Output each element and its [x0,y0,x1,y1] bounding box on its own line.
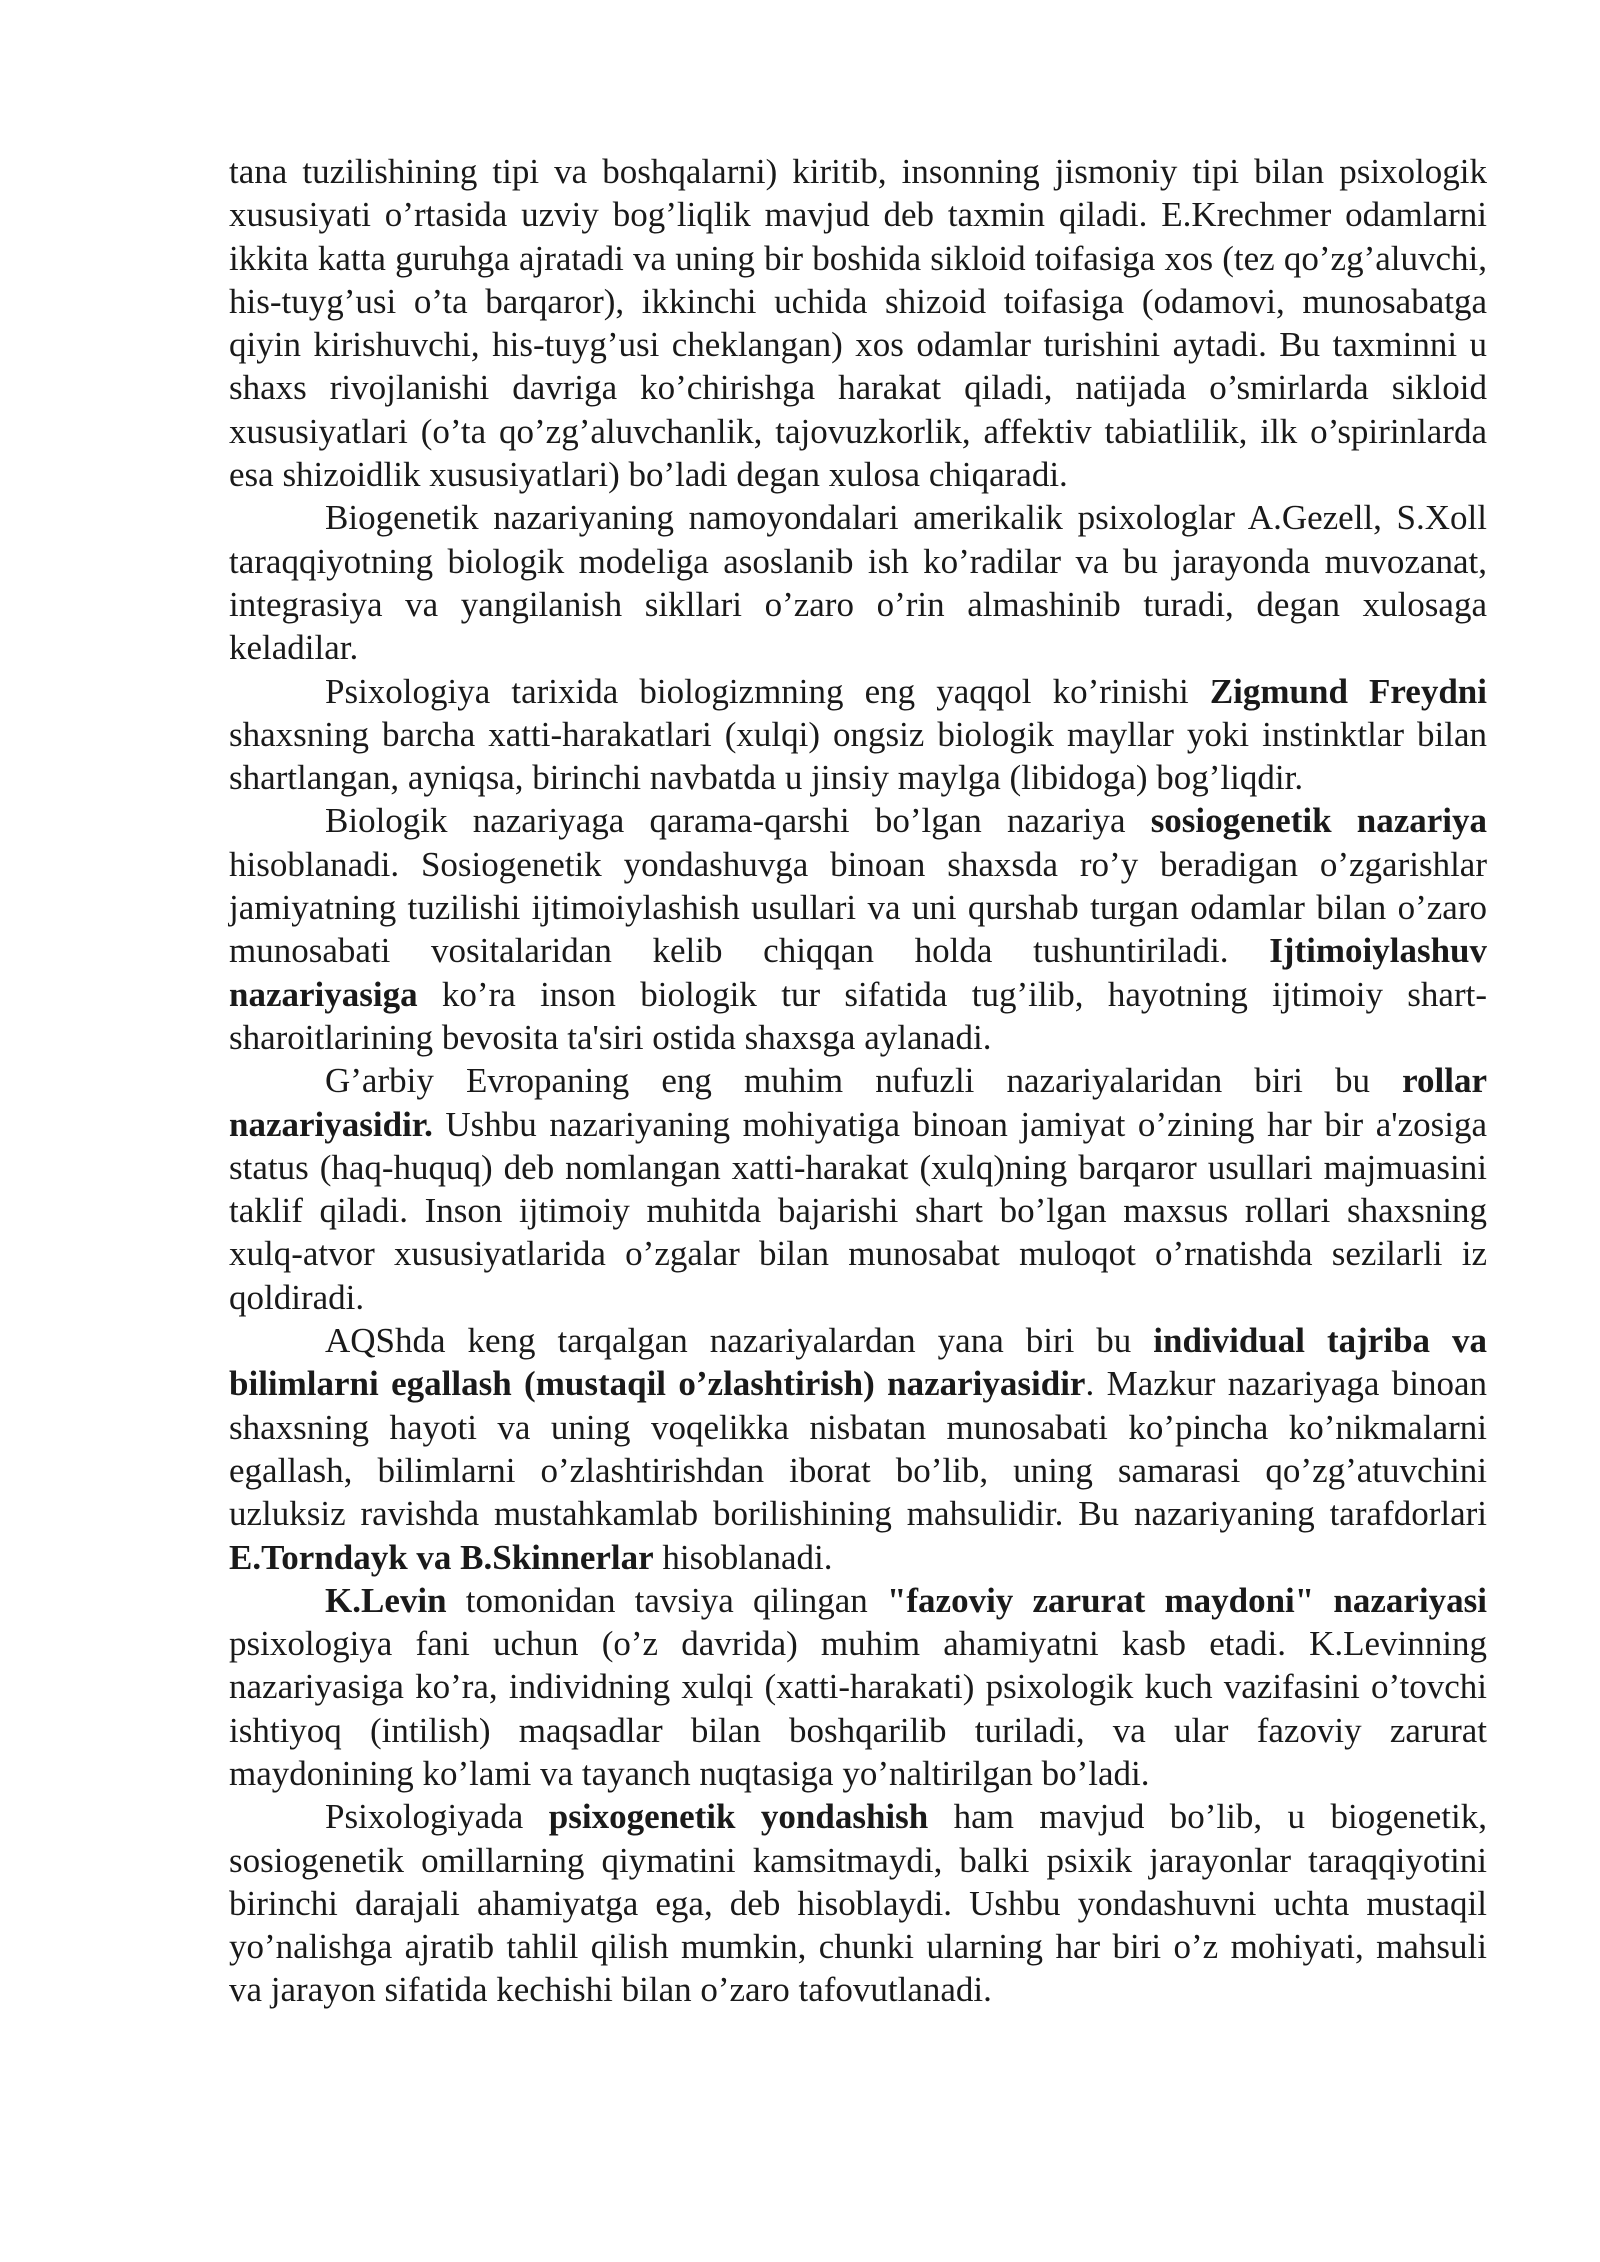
paragraph-3 [229,670,1487,800]
paragraph-4 [229,799,1487,1059]
bold-term: psixogenetik yondashish [548,1797,929,1837]
paragraph-text: hisoblanadi. Sosiogenetik yondashuvga binoan shaxsda ro’y beradigan o’zgarishlar jamiyatning tuzilishi ijtimoiylashish usullari va uni qurshab turgan odamlar bilan o’zaro munosabati vositalaridan kelib chiqqan holda tushuntiriladi. [229,844,1487,971]
paragraph-text: ham mavjud bo’lib, u biogenetik, sosiogenetik omillarning qiymatini kamsitmaydi, balki psixik jarayonlar taraqqiyotini birinchi darajali ahamiyatga ega, deb hisoblaydi. Ushbu yondashuvni uchta mustaqil yo’nalishga ajratib tahlil qilish mumkin, chunki ularning har biri o’z mohiyati, mahsuli va jarayon sifatida kechishi bilan o’zaro tafovutlanadi. [229,1797,1487,2010]
paragraph-text: G’arbiy Evropaning eng muhim nufuzli nazariyalaridan biri bu [325,1061,1403,1101]
paragraph-text: Psixologiyada [325,1797,549,1837]
paragraph-text: hisoblanadi. [653,1537,833,1577]
bold-term: "fazoviy zarurat maydoni" nazariyasi [886,1580,1487,1620]
bold-term: individual tajriba va bilimlarni egallash (mustaqil o’zlashtirish) nazariyasidir [229,1321,1488,1404]
paragraph-text: Ushbu nazariyaning mohiyatiga binoan jamiyat o’zining har bir a'zosiga status (haq-huquq) deb nomlangan xatti-harakat (xulq)ning barqaror usullari majmuasini taklif qiladi. Inson ijtimoiy muhitda bajarishi shart bo’lgan maxsus rollari shaxsning xulq-atvor xususiyatlarida o’zgalar bilan munosabat muloqot o’rnatishda sezilarli iz qoldiradi. [229,1104,1487,1317]
paragraph-5 [229,1059,1487,1319]
paragraph-text: tana tuzilishining tipi va boshqalarni) kiritib, insonning jismoniy tipi bilan psixologik xususiyati o’rtasida uzviy bog’liqlik mavjud deb taxmin qiladi. E.Krechmer odamlarni ikkita katta guruhga ajratadi va uning bir boshida sikloid toifasiga xos (tez qo’zg’aluvchi, his-tuyg’usi o’ta barqaror), ikkinchi uchida shizoid toifasiga (odamovi, munosabatga qiyin kirishuvchi, his-tuyg’usi cheklangan) xos odamlar turishini aytadi. Bu taxminni u shaxs rivojlanishi davriga ko’chirishga harakat qiladi, natijada o’smirlarda sikloid xususiyatlari (o’ta qo’zg’aluvchanlik, tajovuzkorlik, affektiv tabiatlilik, ilk o’spirinlarda esa shizoidlik xususiyatlari) bo’ladi degan xulosa chiqaradi. [229,152,1487,495]
paragraph-text: tomonidan tavsiya qilingan [446,1580,887,1620]
paragraph-text: Psixologiya tarixida biologizmning eng yaqqol ko’rinishi [325,671,1210,711]
paragraph-8 [229,1795,1487,2011]
paragraph-7 [229,1579,1487,1795]
paragraph-text: psixologiya fani uchun (o’z davrida) muhim ahamiyatni kasb etadi. K.Levinning nazariyasiga ko’ra, individning xulqi (xatti-harakati) psixologik kuch vazifasini o’tovchi ishtiyoq (intilish) maqsadlar bilan boshqarilib turiladi, va ular fazoviy zarurat maydonining ko’lami va tayanch nuqtasiga yo’naltirilgan bo’ladi. [229,1624,1487,1793]
paragraph-text: shaxsning barcha xatti-harakatlari (xulqi) ongsiz biologik mayllar yoki instinktlar bilan shartlangan, ayniqsa, birinchi navbatda u jinsiy maylga (libidoga) bog’liqdir. [229,714,1487,798]
document-page [229,150,1487,2012]
bold-term: rollar nazariyasidir. [229,1061,1487,1144]
paragraph-2 [229,496,1487,669]
bold-term: sosiogenetik nazariya [1150,801,1487,841]
paragraph-text: ko’ra inson biologik tur sifatida tug’ilib, hayotning ijtimoiy shart-sharoitlarining bevosita ta'siri ostida shaxsga aylanadi. [229,974,1487,1057]
bold-term: Ijtimoiylashuv nazariyasiga [229,931,1487,1014]
paragraph-text: . Mazkur nazariyaga binoan shaxsning hayoti va uning voqelikka nisbatan munosabati ko’pincha ko’nikmalarni egallash, bilimlarni o’zlashtirishdan iborat bo’lib, uning samarasi qo’zg’atuvchini uzluksiz ravishda mustahkamlab borilishining mahsulidir. Bu nazariyaning tarafdorlari [229,1364,1487,1534]
paragraph-text: Biogenetik nazariyaning namoyondalari amerikalik psixologlar A.Gezell, S.Xoll taraqqiyotning biologik modeliga asoslanib ish ko’radilar va bu jarayonda muvozanat, integrasiya va yangilanish sikllari o’zaro o’rin almashinib turadi, degan xulosaga keladilar. [229,498,1487,668]
paragraph-6 [229,1319,1487,1579]
bold-term: K.Levin [325,1580,447,1620]
paragraph-1 [229,150,1487,496]
paragraph-text: Biologik nazariyaga qarama-qarshi bo’lgan nazariya [325,801,1151,841]
paragraph-text: AQShda keng tarqalgan nazariyalardan yana biri bu [325,1321,1154,1361]
bold-term: Zigmund Freydni [1209,671,1487,711]
bold-term: E.Torndayk va B.Skinnerlar [229,1537,654,1577]
